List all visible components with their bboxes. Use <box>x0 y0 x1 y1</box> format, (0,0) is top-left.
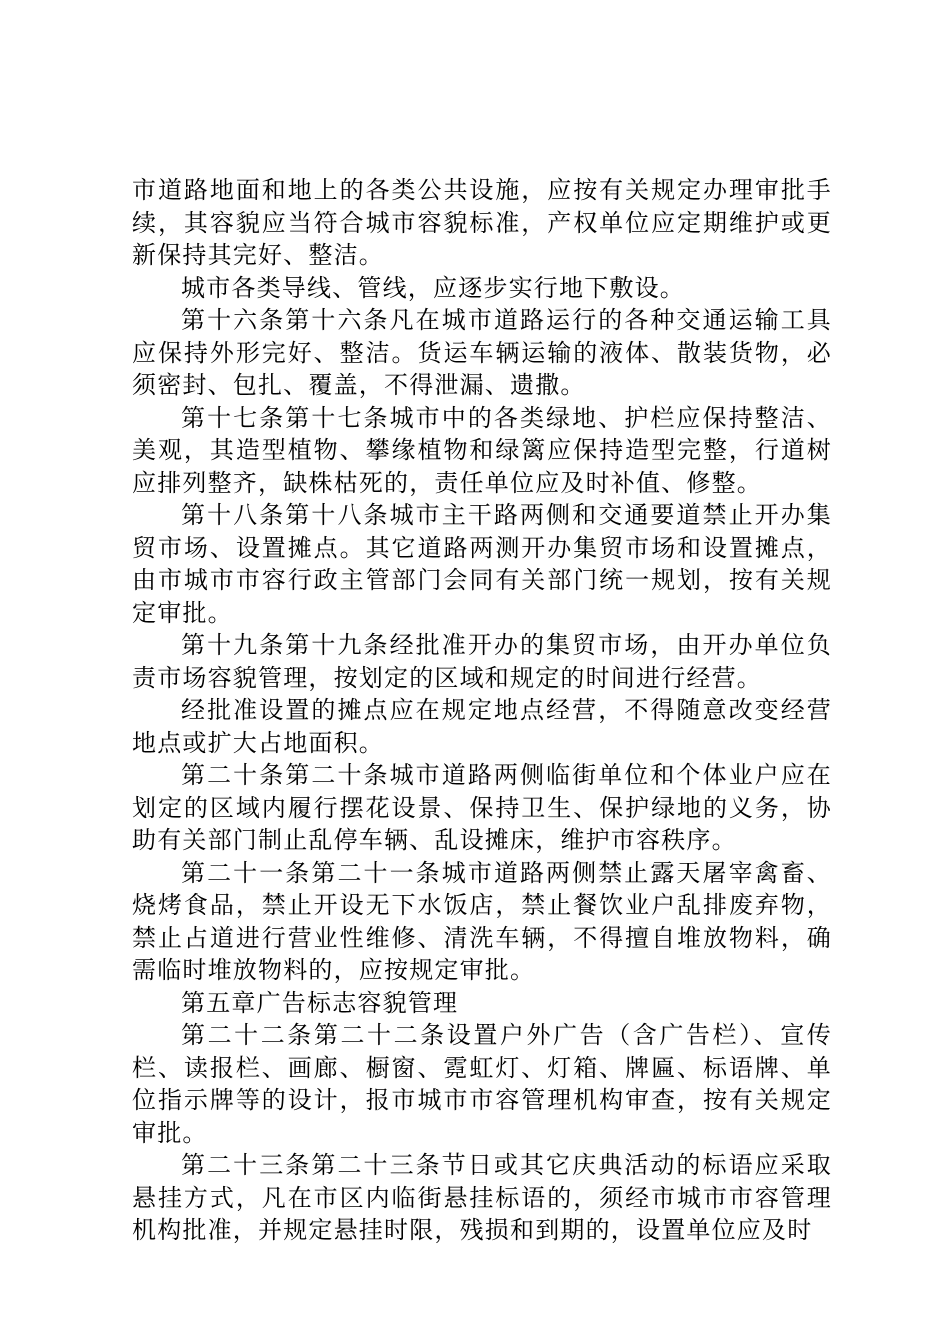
article-19-paragraph-2: 经批准设置的摊点应在规定地点经营，不得随意改变经营地点或扩大占地面积。 <box>132 696 832 757</box>
article-23: 第二十三条第二十三条节日或其它庆典活动的标语应采取悬挂方式，凡在市区内临街悬挂标语的，须经市城市市容管理机构批准，并规定悬挂时限，残损和到期的，设置单位应及时 <box>132 1151 832 1244</box>
article-18: 第十八条第十八条城市主干路两侧和交通要道禁止开办集贸市场、设置摊点。其它道路两测开办集贸市场和设置摊点，由市城市市容行政主管部门会同有关部门统一规划，按有关规定审批。 <box>132 501 832 627</box>
paragraph-2: 城市各类导线、管线，应逐步实行地下敷设。 <box>181 273 685 302</box>
article-17: 第十七条第十七条城市中的各类绿地、护栏应保持整洁、美观，其造型植物、攀缘植物和绿篱应保持造型完整，行道树应排列整齐，缺株枯死的，责任单位应及时补值、修整。 <box>132 403 832 497</box>
article-16: 第十六条第十六条凡在城市道路运行的各种交通运输工具应保持外形完好、整洁。货运车辆运输的液体、散装货物，必须密封、包扎、覆盖，不得泄漏、遗撒。 <box>132 306 832 399</box>
article-21: 第二十一条第二十一条城市道路两侧禁止露天屠宰禽畜、烧烤食品，禁止开设无下水饭店，禁止餐饮业户乱排废弃物，禁止占道进行营业性维修、清洗车辆，不得擅自堆放物料，确需临时堆放物料的，应按规定审批。 <box>132 858 832 984</box>
paragraph-1: 市道路地面和地上的各类公共设施，应按有关规定办理审批手续，其容貌应当符合城市容貌标准，产权单位应定期维护或更新保持其完好、整洁。 <box>132 176 832 269</box>
article-20: 第二十条第二十条城市道路两侧临街单位和个体业户应在划定的区域内履行摆花设景、保持卫生、保护绿地的义务，协助有关部门制止乱停车辆、乱设摊床，维护市容秩序。 <box>132 761 832 854</box>
document-body <box>132 174 832 1247</box>
article-22: 第二十二条第二十二条设置户外广告（含广告栏）、宣传栏、读报栏、画廊、橱窗、霓虹灯、灯箱、牌匾、标语牌、单位指示牌等的设计，报市城市市容管理机构审查，按有关规定审批。 <box>132 1021 832 1147</box>
chapter-5-heading: 第五章广告标志容貌管理 <box>181 988 459 1017</box>
article-19: 第十九条第十九条经批准开办的集贸市场，由开办单位负责市场容貌管理，按划定的区域和规定的时间进行经营。 <box>132 631 832 692</box>
